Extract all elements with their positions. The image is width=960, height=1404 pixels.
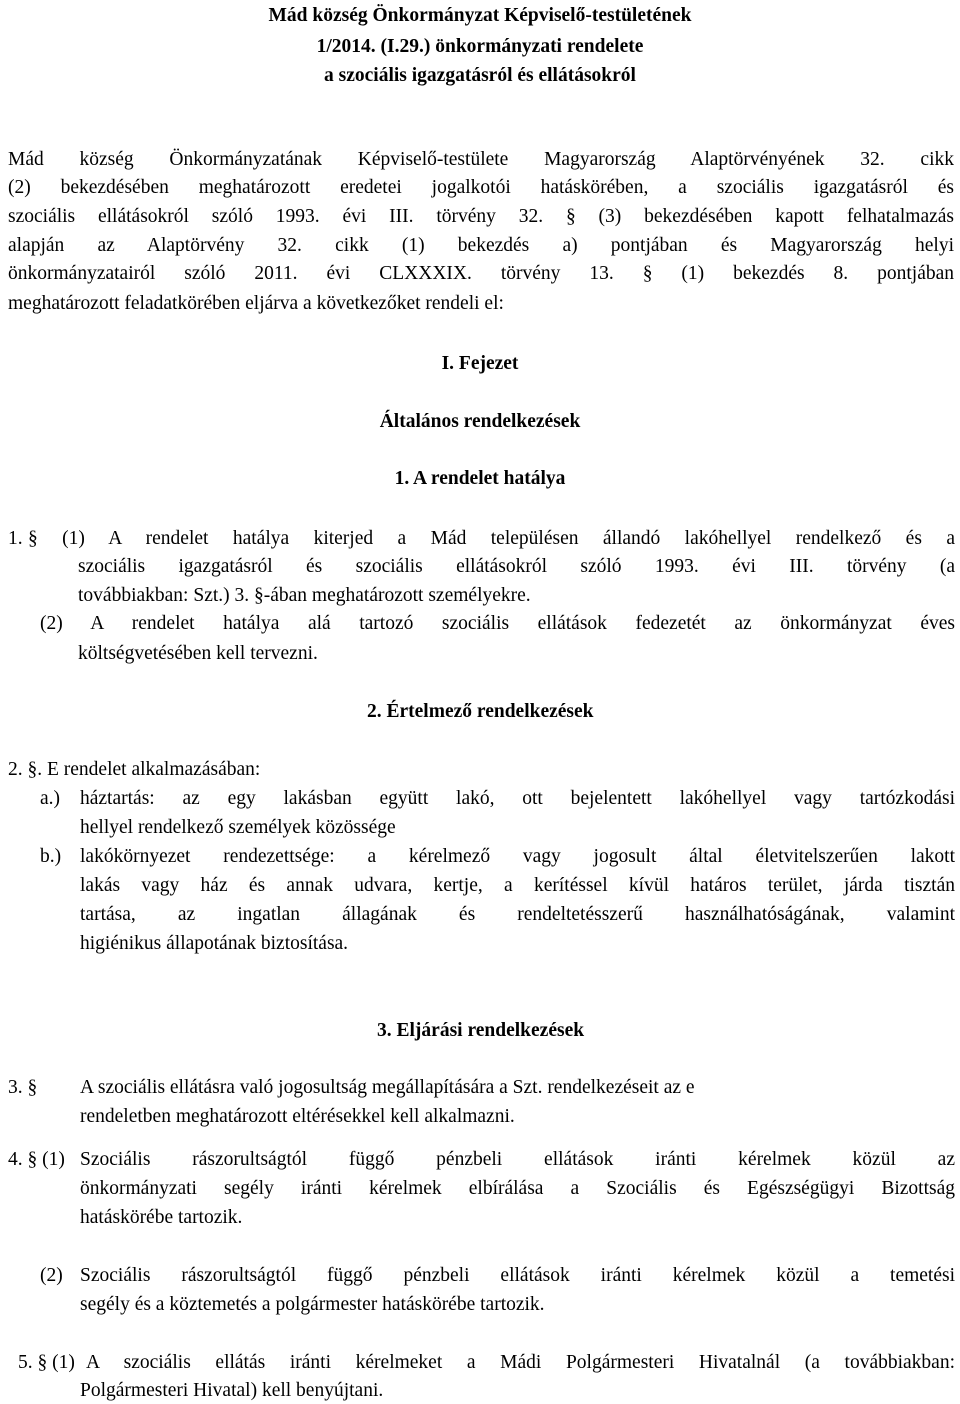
title-line-3: a szociális igazgatásról és ellátásokról xyxy=(324,65,636,86)
paragraph-line: A szociális ellátásra való jogosultság megállapítására a Szt. rendelkezéseit az e xyxy=(80,1077,695,1098)
paragraph-number: 5. § (1) xyxy=(18,1352,75,1373)
preamble-line: szociális ellátásokról szóló 1993. évi III. törvény 32. § (3) bekezdésében kapott felhatalmazás xyxy=(8,206,954,227)
paragraph-line: (2) A rendelet hatálya alá tartozó szociális ellátások fedezetét az önkormányzat éves xyxy=(40,613,955,634)
title-line-1: Mád község Önkormányzat Képviselő-testületének xyxy=(268,5,692,26)
paragraph-intro: 2. §. E rendelet alkalmazásában: xyxy=(8,759,261,780)
paragraph-line: § (1) A rendelet hatálya kiterjed a Mád településen állandó lakóhellyel rendelkező és a xyxy=(28,528,955,549)
paragraph-number: (2) xyxy=(40,1265,63,1286)
item-line: lakás vagy ház és annak udvara, kertje, a kerítéssel kívül határos terület, járda tisztán xyxy=(80,875,955,896)
paragraph-line: segély és a köztemetés a polgármester hatáskörébe tartozik. xyxy=(80,1294,545,1315)
section-title-1: 1. A rendelet hatálya xyxy=(394,468,566,489)
paragraph-line: rendeletben meghatározott eltérésekkel kell alkalmazni. xyxy=(80,1106,515,1127)
item-line: hellyel rendelkező személyek közössége xyxy=(80,817,396,838)
paragraph-line: Szociális rászorultságtól függő pénzbeli ellátások iránti kérelmek közül az xyxy=(80,1149,955,1170)
item-line: higiénikus állapotának biztosítása. xyxy=(80,933,349,954)
paragraph-line: szociális igazgatásról és szociális ellátásokról szóló 1993. évi III. törvény (a xyxy=(78,556,955,577)
paragraph-line: Polgármesteri Hivatal) kell benyújtani. xyxy=(80,1380,384,1401)
preamble-line: alapján az Alaptörvény 32. cikk (1) bekezdés a) pontjában és Magyarország helyi xyxy=(8,235,954,256)
title-line-2: 1/2014. (I.29.) önkormányzati rendelete xyxy=(316,36,644,57)
chapter-number: I. Fejezet xyxy=(441,353,519,374)
preamble-line: önkormányzatairól szóló 2011. évi CLXXXIX. törvény 13. § (1) bekezdés 8. pontjában xyxy=(8,263,954,284)
preamble-line: meghatározott feladatkörében eljárva a következőket rendeli el: xyxy=(8,293,504,314)
section-title-2: 2. Értelmező rendelkezések xyxy=(367,701,594,722)
paragraph-number: 4. § (1) xyxy=(8,1149,65,1170)
item-line: lakókörnyezet rendezettsége: a kérelmező vagy jogosult által életvitelszerűen lakott xyxy=(80,846,955,867)
paragraph-line: hatáskörébe tartozik. xyxy=(80,1207,243,1228)
item-line: háztartás: az egy lakásban együtt lakó, ott bejelentett lakóhellyel vagy tartózkodási xyxy=(80,788,955,809)
item-label-b: b.) xyxy=(40,846,62,867)
paragraph-line: önkormányzati segély iránti kérelmek elbírálása a Szociális és Egészségügyi Bizottság xyxy=(80,1178,955,1199)
paragraph-line: A szociális ellátás iránti kérelmeket a Mádi Polgármesteri Hivatalnál (a továbbiakban: xyxy=(86,1352,955,1373)
preamble-line: (2) bekezdésében meghatározott eredetei jogalkotói hatáskörében, a szociális igazgatásról és xyxy=(8,177,954,198)
paragraph-number: 3. § xyxy=(8,1077,38,1098)
section-title-3: 3. Eljárási rendelkezések xyxy=(377,1020,585,1041)
paragraph-line: Szociális rászorultságtól függő pénzbeli ellátások iránti kérelmek közül a temetési xyxy=(80,1265,955,1286)
chapter-title: Általános rendelkezések xyxy=(379,411,581,432)
paragraph-number: 1. xyxy=(8,528,23,549)
preamble-line: Mád község Önkormányzatának Képviselő-testülete Magyarország Alaptörvényének 32. cikk xyxy=(8,149,954,170)
item-line: tartása, az ingatlan állagának és rendeltetésszerű használhatóságának, valamint xyxy=(80,904,955,925)
item-label-a: a.) xyxy=(40,788,61,809)
paragraph-line: továbbiakban: Szt.) 3. §-ában meghatározott személyekre. xyxy=(78,585,531,606)
paragraph-line: költségvetésében kell tervezni. xyxy=(78,643,318,664)
